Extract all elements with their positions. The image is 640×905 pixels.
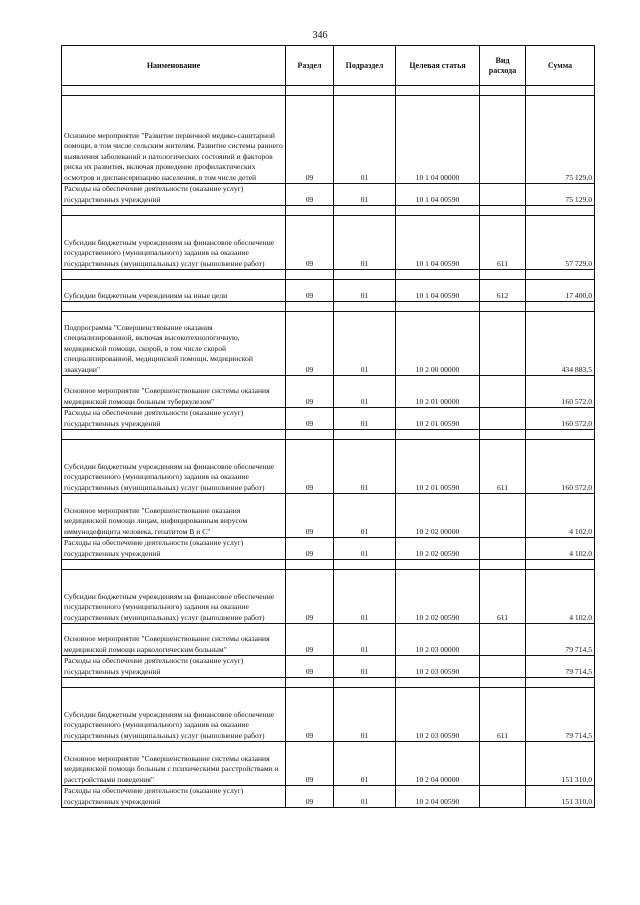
spacer-cell (286, 560, 334, 570)
cell-section: 09 (286, 570, 334, 624)
row-spacer (62, 302, 595, 312)
spacer-cell (396, 86, 480, 96)
cell-subsection: 01 (334, 184, 396, 206)
spacer-cell (526, 86, 595, 96)
cell-amount: 160 572,0 (526, 440, 595, 494)
cell-name: Расходы на обеспечение деятельности (оказание услуг) государственных учреждений (62, 786, 286, 808)
cell-target: 10 2 03 00000 (396, 624, 480, 656)
cell-amount: 434 883,5 (526, 312, 595, 376)
cell-target: 10 2 02 00590 (396, 570, 480, 624)
table-row (62, 688, 595, 742)
cell-target: 10 1 04 00590 (396, 184, 480, 206)
spacer-cell (526, 430, 595, 440)
row-spacer (62, 86, 595, 96)
table-row (62, 742, 595, 786)
cell-subsection: 01 (334, 624, 396, 656)
cell-expense-type (480, 408, 526, 430)
cell-subsection: 01 (334, 96, 396, 184)
cell-subsection: 01 (334, 440, 396, 494)
spacer-cell (526, 678, 595, 688)
spacer-cell (334, 678, 396, 688)
cell-expense-type (480, 624, 526, 656)
cell-section: 09 (286, 312, 334, 376)
row-spacer (62, 678, 595, 688)
spacer-cell (396, 206, 480, 216)
cell-expense-type (480, 538, 526, 560)
budget-table (61, 45, 595, 808)
cell-amount: 57 729,0 (526, 216, 595, 270)
cell-amount: 75 129,0 (526, 184, 595, 206)
cell-target: 10 2 04 00000 (396, 742, 480, 786)
cell-section: 09 (286, 216, 334, 270)
spacer-cell (62, 678, 286, 688)
cell-section: 09 (286, 376, 334, 408)
header-expense-type: Вид расхода (480, 46, 526, 86)
cell-subsection: 01 (334, 312, 396, 376)
cell-amount: 4 102,0 (526, 538, 595, 560)
cell-amount: 75 129,0 (526, 96, 595, 184)
cell-expense-type: 611 (480, 216, 526, 270)
table-row (62, 624, 595, 656)
cell-amount: 4 102,0 (526, 570, 595, 624)
table-row (62, 538, 595, 560)
cell-name: Субсидии бюджетным учреждениям на финансовое обеспечение государственного (муниципального) задания на оказание государственных (муниципальных) услуг (выполнение работ) (62, 440, 286, 494)
cell-expense-type (480, 312, 526, 376)
cell-section: 09 (286, 280, 334, 302)
cell-subsection: 01 (334, 742, 396, 786)
spacer-cell (286, 678, 334, 688)
spacer-cell (286, 270, 334, 280)
header-amount: Сумма (526, 46, 595, 86)
spacer-cell (62, 302, 286, 312)
spacer-cell (286, 302, 334, 312)
spacer-cell (396, 678, 480, 688)
cell-expense-type (480, 742, 526, 786)
cell-expense-type (480, 96, 526, 184)
spacer-cell (480, 560, 526, 570)
table-row (62, 440, 595, 494)
cell-expense-type: 611 (480, 688, 526, 742)
cell-section: 09 (286, 688, 334, 742)
spacer-cell (480, 270, 526, 280)
cell-target: 10 2 04 00590 (396, 786, 480, 808)
spacer-cell (526, 302, 595, 312)
header-name: Наименование (62, 46, 286, 86)
cell-section: 09 (286, 184, 334, 206)
cell-expense-type: 611 (480, 440, 526, 494)
spacer-cell (396, 302, 480, 312)
cell-section: 09 (286, 408, 334, 430)
cell-section: 09 (286, 624, 334, 656)
table-row (62, 570, 595, 624)
spacer-cell (480, 206, 526, 216)
cell-name: Субсидии бюджетным учреждениям на финансовое обеспечение государственного (муниципального) задания на оказание государственных (муниципальных) услуг (выполнение работ) (62, 688, 286, 742)
spacer-cell (480, 430, 526, 440)
table-row (62, 216, 595, 270)
spacer-cell (286, 430, 334, 440)
table-row (62, 656, 595, 678)
cell-expense-type (480, 494, 526, 538)
cell-section: 09 (286, 96, 334, 184)
cell-name: Расходы на обеспечение деятельности (оказание услуг) государственных учреждений (62, 408, 286, 430)
cell-target: 10 1 04 00000 (396, 96, 480, 184)
spacer-cell (334, 560, 396, 570)
cell-subsection: 01 (334, 408, 396, 430)
cell-target: 10 2 00 00000 (396, 312, 480, 376)
header-subsection: Подраздел (334, 46, 396, 86)
cell-subsection: 01 (334, 688, 396, 742)
spacer-cell (334, 430, 396, 440)
table-row (62, 184, 595, 206)
cell-subsection: 01 (334, 570, 396, 624)
cell-section: 09 (286, 742, 334, 786)
cell-name: Субсидии бюджетным учреждениям на финансовое обеспечение государственного (муниципального) задания на оказание государственных (муниципальных) услуг (выполнение работ) (62, 216, 286, 270)
cell-subsection: 01 (334, 280, 396, 302)
cell-target: 10 1 04 00590 (396, 216, 480, 270)
cell-amount: 79 714,5 (526, 624, 595, 656)
header-target: Целевая статья (396, 46, 480, 86)
table-row (62, 786, 595, 808)
row-spacer (62, 206, 595, 216)
spacer-cell (334, 302, 396, 312)
cell-subsection: 01 (334, 216, 396, 270)
spacer-cell (286, 86, 334, 96)
cell-target: 10 2 01 00590 (396, 408, 480, 430)
spacer-cell (62, 560, 286, 570)
table-row (62, 494, 595, 538)
cell-name: Расходы на обеспечение деятельности (оказание услуг) государственных учреждений (62, 184, 286, 206)
row-spacer (62, 270, 595, 280)
cell-amount: 17 400,0 (526, 280, 595, 302)
cell-name: Основное мероприятие "Совершенствование системы оказания медицинской помощи больным туберкулезом" (62, 376, 286, 408)
spacer-cell (396, 430, 480, 440)
row-spacer (62, 430, 595, 440)
cell-expense-type (480, 656, 526, 678)
cell-target: 10 1 04 00590 (396, 280, 480, 302)
cell-amount: 151 310,0 (526, 786, 595, 808)
spacer-cell (526, 560, 595, 570)
cell-section: 09 (286, 656, 334, 678)
cell-subsection: 01 (334, 656, 396, 678)
cell-expense-type: 611 (480, 570, 526, 624)
header-section: Раздел (286, 46, 334, 86)
cell-target: 10 2 03 00590 (396, 656, 480, 678)
cell-amount: 160 572,0 (526, 408, 595, 430)
spacer-cell (480, 86, 526, 96)
spacer-cell (480, 678, 526, 688)
cell-subsection: 01 (334, 376, 396, 408)
spacer-cell (62, 270, 286, 280)
table-row (62, 376, 595, 408)
cell-name: Основное мероприятие "Совершенствование системы оказания медицинской помощи больным с психическими расстройствами и расстройствами поведения" (62, 742, 286, 786)
spacer-cell (396, 270, 480, 280)
spacer-cell (62, 206, 286, 216)
spacer-cell (334, 206, 396, 216)
cell-name: Субсидии бюджетным учреждениям на финансовое обеспечение государственного (муниципального) задания на оказание государственных (муниципальных) услуг (выполнение работ) (62, 570, 286, 624)
cell-name: Расходы на обеспечение деятельности (оказание услуг) государственных учреждений (62, 538, 286, 560)
spacer-cell (334, 270, 396, 280)
cell-amount: 79 714,5 (526, 656, 595, 678)
cell-subsection: 01 (334, 494, 396, 538)
cell-expense-type: 612 (480, 280, 526, 302)
cell-name: Субсидии бюджетным учреждениям на иные цели (62, 280, 286, 302)
cell-name: Основное мероприятие "Совершенствование системы оказания медицинской помощи наркологическим больным" (62, 624, 286, 656)
table-row (62, 280, 595, 302)
table-header-row (62, 46, 595, 86)
cell-expense-type (480, 376, 526, 408)
cell-section: 09 (286, 786, 334, 808)
cell-expense-type (480, 184, 526, 206)
cell-name: Основное мероприятие "Совершенствование оказания медицинской помощи лицам, инфицированным вирусом иммунодефицита человека, гепатитом В и С" (62, 494, 286, 538)
cell-name: Основное мероприятие "Развитие первичной медико-санитарной помощи, в том числе сельским жителям. Развитие системы раннего выявления заболеваний и патологических состояний и факторов риска их развития, включая проведение профилактических осмотров и диспансеризацию населения, в том числе детей (62, 96, 286, 184)
cell-amount: 151 310,0 (526, 742, 595, 786)
cell-amount: 160 572,0 (526, 376, 595, 408)
table-row (62, 312, 595, 376)
cell-target: 10 2 01 00590 (396, 440, 480, 494)
cell-target: 10 2 01 00000 (396, 376, 480, 408)
spacer-cell (286, 206, 334, 216)
spacer-cell (526, 206, 595, 216)
table-body (62, 86, 595, 808)
cell-amount: 4 102,0 (526, 494, 595, 538)
cell-amount: 79 714,5 (526, 688, 595, 742)
cell-target: 10 2 02 00590 (396, 538, 480, 560)
cell-name: Расходы на обеспечение деятельности (оказание услуг) государственных учреждений (62, 656, 286, 678)
table-row (62, 408, 595, 430)
cell-section: 09 (286, 494, 334, 538)
cell-section: 09 (286, 538, 334, 560)
cell-target: 10 2 02 00000 (396, 494, 480, 538)
spacer-cell (62, 86, 286, 96)
spacer-cell (480, 302, 526, 312)
cell-section: 09 (286, 440, 334, 494)
spacer-cell (62, 430, 286, 440)
cell-expense-type (480, 786, 526, 808)
row-spacer (62, 560, 595, 570)
table-row (62, 96, 595, 184)
cell-subsection: 01 (334, 538, 396, 560)
cell-target: 10 2 03 00590 (396, 688, 480, 742)
cell-subsection: 01 (334, 786, 396, 808)
spacer-cell (334, 86, 396, 96)
spacer-cell (396, 560, 480, 570)
spacer-cell (526, 270, 595, 280)
page-number: 346 (312, 30, 328, 41)
cell-name: Подпрограмма "Совершенствование оказания специализированной, включая высокотехнологичную, медицинской помощи, скорой, в том числе скорой специализированной, медицинской помощи, медицинской эвакуации" (62, 312, 286, 376)
